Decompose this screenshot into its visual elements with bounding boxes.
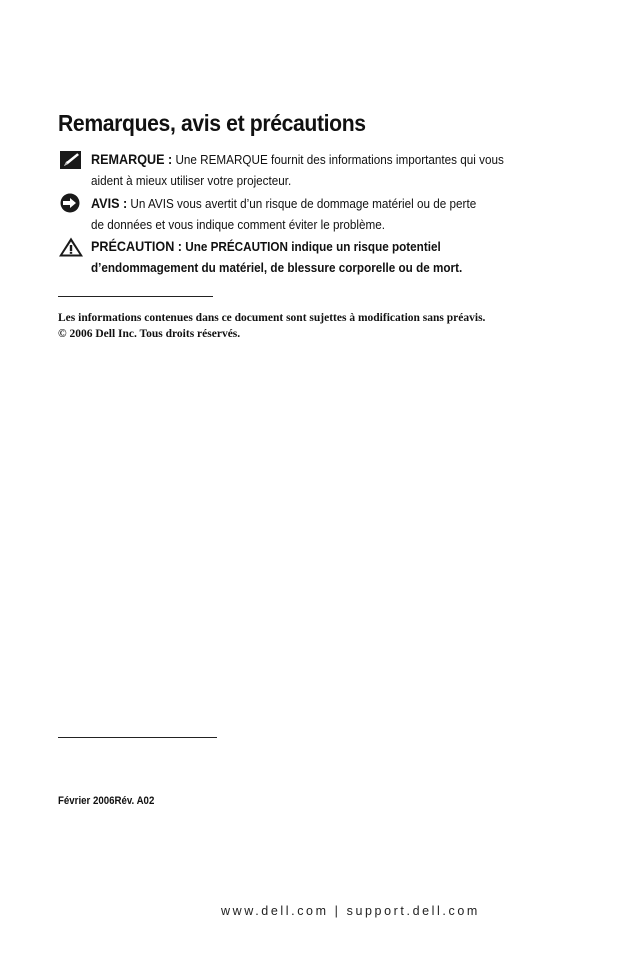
divider-top — [58, 296, 213, 297]
notice-arrow-icon — [58, 193, 84, 215]
legal-line-modification: Les informations contenues dans ce document sont sujettes à modification sans préavis. — [58, 312, 486, 324]
caution-text-line2: d’endommagement du matériel, de blessure corporelle ou de mort. — [91, 260, 463, 275]
revision-date: Février 2006Rév. A02 — [58, 795, 155, 807]
avis-label: AVIS : — [91, 195, 128, 211]
footer-url: www.dell.com | support.dell.com — [221, 904, 480, 918]
note-label: REMARQUE : — [91, 151, 173, 167]
legal-notice — [58, 310, 598, 342]
avis-text-line1: Un AVIS vous avertit d’un risque de dommage matériel ou de perte — [127, 196, 477, 211]
legal-line-copyright: © 2006 Dell Inc. Tous droits réservés. — [58, 328, 241, 340]
avis-text-line2: de données et vous indique comment éviter le problème. — [91, 217, 385, 232]
divider-bottom — [58, 737, 217, 738]
note-text-line1: Une REMARQUE fournit des informations importantes qui vous — [172, 152, 504, 167]
page-title: Remarques, avis et précautions — [58, 110, 366, 136]
note-text-line2: aident à mieux utiliser votre projecteur. — [91, 173, 292, 188]
caution-triangle-icon — [58, 236, 84, 258]
note-pencil-icon — [58, 149, 84, 171]
caution-text-line1: Une PRÉCAUTION indique un risque potentiel — [182, 239, 441, 254]
caution-label: PRÉCAUTION : — [91, 238, 183, 254]
